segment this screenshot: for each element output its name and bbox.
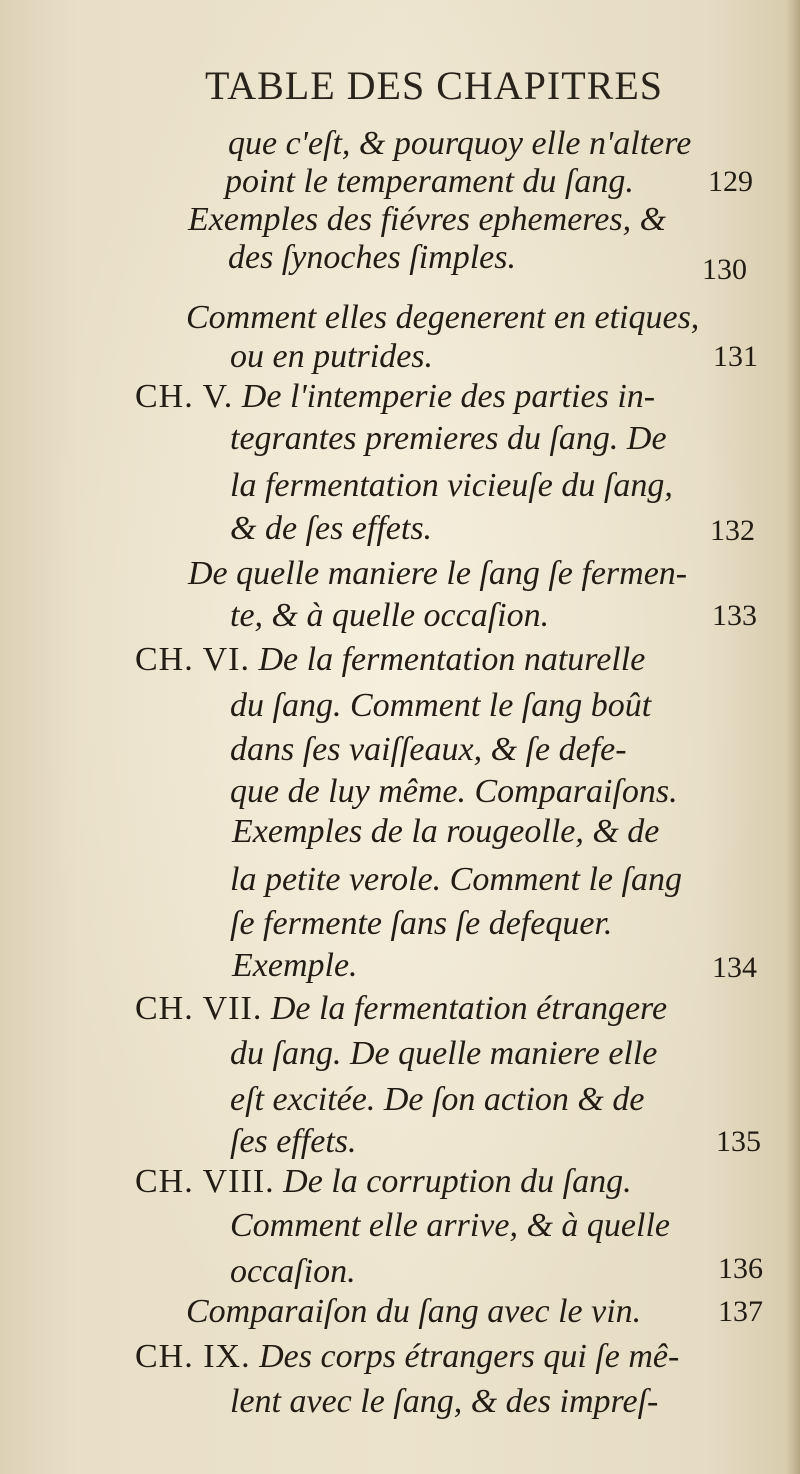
toc-line <box>232 808 659 856</box>
toc-line <box>232 942 358 990</box>
toc-line <box>230 592 549 640</box>
page-number: 129 <box>708 165 753 198</box>
toc-text: des ſynoches ſimples. <box>228 239 516 276</box>
toc-text: lent avec le ſang, & des impreſ- <box>230 1383 659 1420</box>
page-number: 134 <box>712 951 757 984</box>
chapter-label: CH. VIII. <box>135 1163 275 1200</box>
toc-line <box>230 1076 644 1124</box>
page-number: 133 <box>712 599 757 632</box>
toc-text: te, & à quelle occaſion. <box>230 597 550 634</box>
page-number: 132 <box>710 514 755 547</box>
page-number: 136 <box>718 1252 763 1285</box>
toc-text: De la corruption du ſang. <box>283 1163 632 1200</box>
toc-line <box>230 1378 658 1426</box>
toc-text: dans ſes vaiſſeaux, & ſe defe- <box>230 731 627 768</box>
toc-text: De la fermentation étrangere <box>270 990 668 1027</box>
toc-line <box>230 1030 657 1078</box>
toc-text: ſe fermente ſans ſe defequer. <box>230 905 613 942</box>
toc-text: De la fermentation naturelle <box>258 641 646 678</box>
toc-line <box>228 234 516 282</box>
toc-line <box>135 1333 679 1381</box>
toc-line <box>230 856 682 904</box>
toc-line <box>188 550 687 598</box>
toc-text: ſes effets. <box>230 1123 357 1160</box>
toc-text: eſt excitée. De ſon action & de <box>230 1081 645 1118</box>
toc-text: Exemples des fiévres ephemeres, & <box>188 201 667 238</box>
toc-text: du ſang. Comment le ſang boût <box>230 687 652 724</box>
toc-text: Comment elle arrive, & à quelle <box>230 1207 671 1244</box>
toc-line <box>135 636 645 684</box>
toc-text: que de luy même. Comparaiſons. <box>230 773 678 810</box>
running-head: TABLE DES CHAPITRES <box>205 63 664 108</box>
toc-line <box>230 505 432 553</box>
toc-text: la petite verole. Comment le ſang <box>230 861 682 898</box>
page-number: 131 <box>713 340 758 373</box>
toc-line <box>230 726 627 774</box>
toc-text: Exemples de la rougeolle, & de <box>232 813 660 850</box>
toc-line <box>186 1288 641 1336</box>
toc-line <box>230 900 612 948</box>
toc-text: la fermentation vicieuſe du ſang, <box>230 467 673 504</box>
page-number: 137 <box>718 1295 763 1328</box>
toc-line <box>135 1158 632 1206</box>
page-number: 130 <box>702 253 747 286</box>
toc-line <box>135 373 655 421</box>
toc-text: ou en putrides. <box>230 338 434 375</box>
chapter-label: CH. VI. <box>135 641 250 678</box>
toc-text: De l'intemperie des parties in- <box>241 378 656 415</box>
toc-text: du ſang. De quelle maniere elle <box>230 1035 658 1072</box>
chapter-label: CH. VII. <box>135 990 263 1027</box>
toc-text: occaſion. <box>230 1253 356 1290</box>
toc-line <box>230 462 673 510</box>
toc-text: Exemple. <box>232 947 358 984</box>
toc-line <box>230 1202 670 1250</box>
page-edge-shadow <box>786 0 800 1474</box>
toc-line <box>230 682 651 730</box>
toc-text: De quelle maniere le ſang ſe fermen- <box>188 555 688 592</box>
toc-text: tegrantes premieres du ſang. De <box>230 420 667 457</box>
toc-line <box>135 985 667 1033</box>
chapter-label: CH. IX. <box>135 1338 251 1375</box>
toc-text: Des corps étrangers qui ſe mê- <box>259 1338 680 1375</box>
toc-text: & de ſes effets. <box>230 510 433 547</box>
toc-line <box>230 415 667 463</box>
toc-text: point le temperament du ſang. <box>225 163 634 200</box>
toc-text: Comment elles degenerent en etiques, <box>186 299 700 336</box>
page-number: 135 <box>716 1125 761 1158</box>
chapter-label: CH. V. <box>135 378 234 415</box>
toc-text: Comparaiſon du ſang avec le vin. <box>186 1293 642 1330</box>
toc-text: que c'eſt, & pourquoy elle n'altere <box>228 125 692 162</box>
